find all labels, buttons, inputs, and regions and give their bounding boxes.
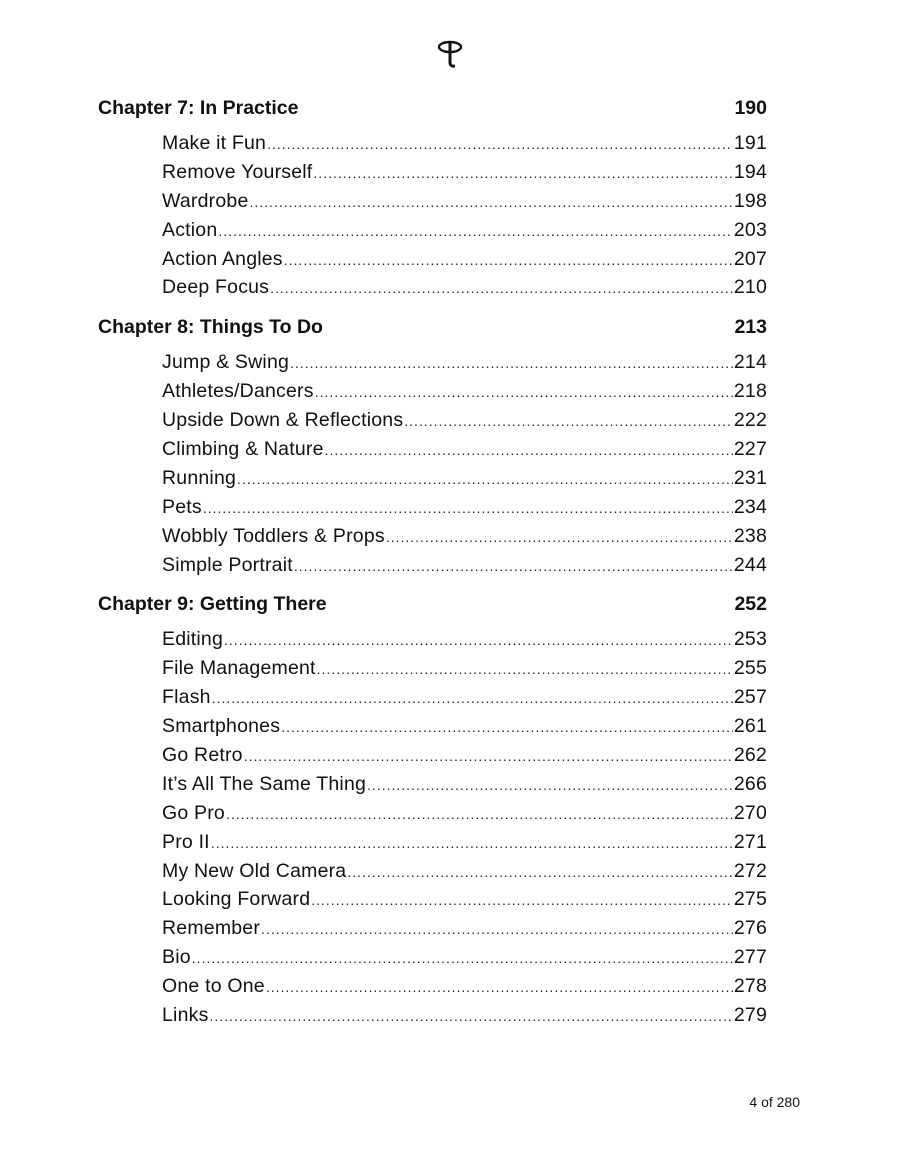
entry-title: Pets <box>162 495 202 518</box>
entry-title: Deep Focus <box>162 276 270 299</box>
toc-entry[interactable] <box>162 625 767 654</box>
dot-leader <box>281 713 733 742</box>
entry-page-number: 244 <box>733 553 767 576</box>
entry-title: Action <box>162 218 218 241</box>
entry-title: My New Old Camera <box>162 859 347 882</box>
entry-page-number: 279 <box>733 1004 767 1027</box>
dot-leader <box>203 494 733 523</box>
entry-page-number: 278 <box>733 975 767 998</box>
entry-title: File Management <box>162 657 316 680</box>
dot-leader <box>315 378 733 407</box>
toc-entry[interactable] <box>162 464 767 493</box>
dot-leader <box>267 130 733 159</box>
entry-page-number: 238 <box>733 524 767 547</box>
entry-page-number: 198 <box>733 189 767 212</box>
entry-title: Simple Portrait <box>162 553 293 576</box>
entry-page-number: 207 <box>733 247 767 270</box>
entry-title: Links <box>162 1004 209 1027</box>
dot-leader <box>210 1002 733 1031</box>
dot-leader <box>226 800 733 829</box>
dot-leader <box>386 523 733 552</box>
entry-page-number: 227 <box>733 438 767 461</box>
entry-page-number: 266 <box>733 772 767 795</box>
dot-leader <box>367 771 733 800</box>
toc-entry[interactable] <box>162 187 767 216</box>
dot-leader <box>290 349 733 378</box>
dot-leader <box>284 246 733 275</box>
entry-page-number: 277 <box>733 946 767 969</box>
chapter-entries <box>98 625 767 1029</box>
dot-leader <box>311 886 733 915</box>
dot-leader <box>212 684 733 713</box>
toc-entry[interactable] <box>162 1001 767 1030</box>
chapter-title: Chapter 7: In Practice <box>98 97 299 119</box>
entry-title: Go Pro <box>162 801 225 824</box>
entry-page-number: 275 <box>733 888 767 911</box>
chapter-entries <box>98 348 767 579</box>
entry-title: Upside Down & Reflections <box>162 409 404 432</box>
toc-entry[interactable] <box>162 245 767 274</box>
entry-page-number: 231 <box>733 466 767 489</box>
entry-page-number: 255 <box>733 657 767 680</box>
toc-entry[interactable] <box>162 406 767 435</box>
dot-leader <box>261 915 733 944</box>
dot-leader <box>224 626 733 655</box>
dot-leader <box>325 436 733 465</box>
entry-page-number: 214 <box>733 351 767 374</box>
entry-title: Flash <box>162 686 211 709</box>
monogram-logo-icon <box>437 40 463 70</box>
dot-leader <box>266 973 733 1002</box>
chapter-page-number: 252 <box>734 593 767 616</box>
entry-title: Smartphones <box>162 715 281 738</box>
toc-entry[interactable] <box>162 348 767 377</box>
entry-title: Looking Forward <box>162 888 311 911</box>
dot-leader <box>250 188 733 217</box>
dot-leader <box>294 552 733 581</box>
chapter-page-number: 190 <box>734 97 767 119</box>
toc-entry[interactable] <box>162 799 767 828</box>
entry-title: Action Angles <box>162 247 283 270</box>
entry-title: Jump & Swing <box>162 351 290 374</box>
entry-page-number: 276 <box>733 917 767 940</box>
entry-title: Pro II <box>162 830 210 853</box>
entry-title: Make it Fun <box>162 132 267 154</box>
toc-entry[interactable] <box>162 712 767 741</box>
entry-page-number: 257 <box>733 686 767 709</box>
entry-page-number: 234 <box>733 495 767 518</box>
toc-chapter <box>98 315 767 579</box>
entry-page-number: 270 <box>733 801 767 824</box>
toc-entry[interactable] <box>162 158 767 187</box>
chapter-title: Chapter 9: Getting There <box>98 593 327 616</box>
entry-title: Remember <box>162 917 261 940</box>
entry-title: Running <box>162 466 237 489</box>
toc-entry[interactable] <box>162 770 767 799</box>
toc-entry[interactable] <box>162 741 767 770</box>
dot-leader <box>237 465 733 494</box>
chapter-title: Chapter 8: Things To Do <box>98 316 323 339</box>
entry-page-number: 271 <box>733 830 767 853</box>
entry-title: Wobbly Toddlers & Props <box>162 524 385 547</box>
entry-page-number: 218 <box>733 380 767 403</box>
table-of-contents <box>98 96 767 1043</box>
toc-entry[interactable] <box>162 857 767 886</box>
entry-page-number: 261 <box>733 715 767 738</box>
toc-chapter <box>98 96 767 302</box>
entry-page-number: 253 <box>733 628 767 651</box>
toc-entry[interactable] <box>162 683 767 712</box>
entry-page-number: 191 <box>733 132 767 154</box>
chapter-page-number: 213 <box>734 316 767 339</box>
entry-title: Athletes/Dancers <box>162 380 314 403</box>
toc-entry[interactable] <box>162 522 767 551</box>
entry-page-number: 194 <box>733 160 767 183</box>
dot-leader <box>347 858 733 887</box>
toc-entry[interactable] <box>162 493 767 522</box>
entry-page-number: 203 <box>733 218 767 241</box>
entry-title: Wardrobe <box>162 189 249 212</box>
dot-leader <box>192 944 733 973</box>
chapter-heading[interactable] <box>98 96 767 120</box>
dot-leader <box>313 159 732 188</box>
toc-entry[interactable] <box>162 435 767 464</box>
toc-entry[interactable] <box>162 914 767 943</box>
toc-entry[interactable] <box>162 654 767 683</box>
entry-title: Go Retro <box>162 744 243 767</box>
toc-entry[interactable] <box>162 885 767 914</box>
dot-leader <box>218 217 732 246</box>
toc-entry[interactable] <box>162 972 767 1001</box>
entry-title: Remove Yourself <box>162 160 313 183</box>
toc-entry[interactable] <box>162 273 767 302</box>
toc-entry[interactable] <box>162 377 767 406</box>
entry-page-number: 210 <box>733 276 767 299</box>
dot-leader <box>317 655 733 684</box>
entry-title: Climbing & Nature <box>162 438 324 461</box>
entry-title: Bio <box>162 946 191 969</box>
page-indicator: 4 of 280 <box>749 1094 800 1110</box>
entry-page-number: 272 <box>733 859 767 882</box>
toc-entry[interactable] <box>162 828 767 857</box>
toc-entry[interactable] <box>162 943 767 972</box>
dot-leader <box>244 742 733 771</box>
dot-leader <box>211 829 733 858</box>
entry-title: It’s All The Same Thing <box>162 772 367 795</box>
chapter-heading[interactable] <box>98 592 767 616</box>
toc-entry[interactable] <box>162 129 767 158</box>
entry-title: One to One <box>162 975 265 998</box>
chapter-heading[interactable] <box>98 315 767 339</box>
dot-leader <box>270 274 733 303</box>
entry-title: Editing <box>162 628 224 651</box>
dot-leader <box>404 407 733 436</box>
toc-entry[interactable] <box>162 551 767 580</box>
toc-entry[interactable] <box>162 216 767 245</box>
entry-page-number: 222 <box>733 409 767 432</box>
toc-chapter <box>98 592 767 1029</box>
entry-page-number: 262 <box>733 744 767 767</box>
chapter-entries <box>98 129 767 302</box>
